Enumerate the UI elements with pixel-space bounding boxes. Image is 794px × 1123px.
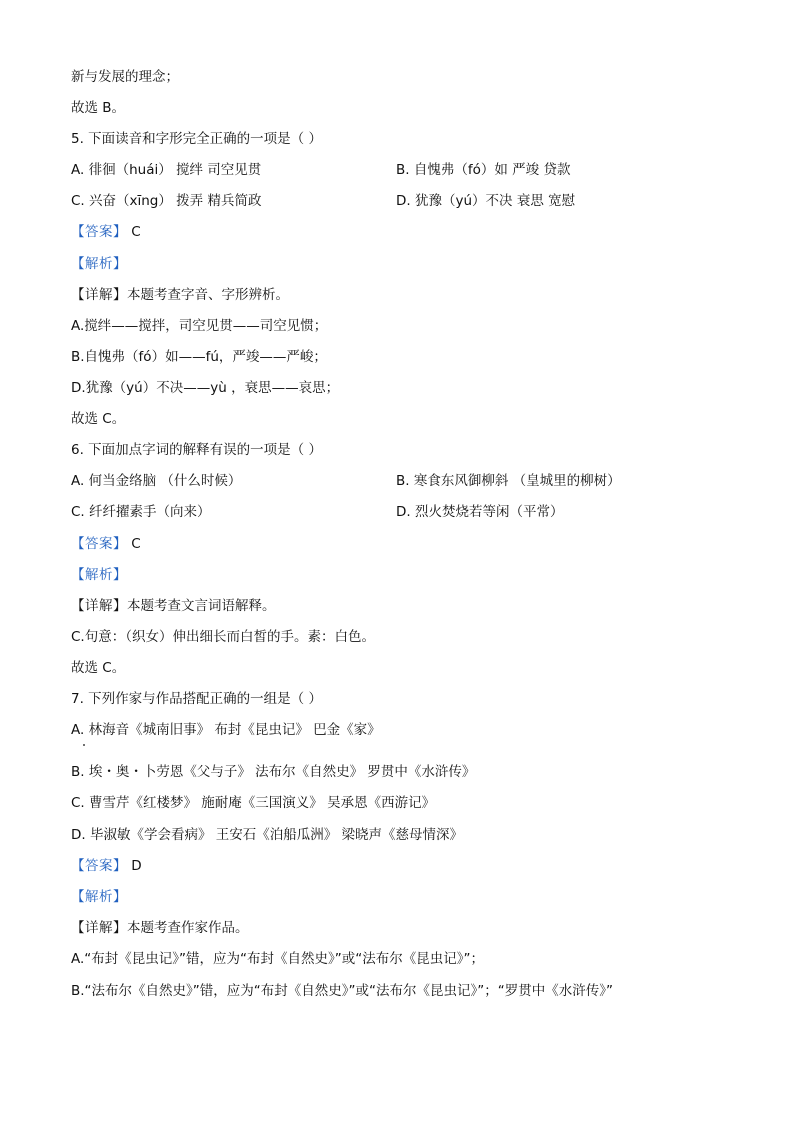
detail-text: 本题考查字音、字形辨析。 [127, 287, 289, 303]
answer-value: D [131, 858, 142, 874]
detail-tag: 【详解】 [71, 598, 127, 614]
detail-tag: 【详解】 [71, 287, 127, 303]
explanation-line: D.犹豫（yú）不决——yù ，衰思——哀思； [71, 380, 340, 396]
answer-tag: 【答案】 [71, 536, 127, 552]
option-a: A. 何当金络脑 （什么时候） [71, 473, 242, 489]
answer-tag: 【答案】 [71, 224, 127, 240]
option-b: B. 埃・奥・卜劳恩《父与子》 法布尔《自然史》 罗贯中《水浒传》 [71, 764, 476, 780]
analysis-tag: 【解析】 [71, 889, 127, 905]
conclusion-line: 故选 B。 [71, 100, 126, 116]
detail-text: 本题考查文言词语解释。 [127, 598, 276, 614]
analysis-tag: 【解析】 [71, 567, 127, 583]
explanation-line: A.搅绊——搅拌，司空见贯——司空见惯； [71, 318, 328, 334]
answer-line [71, 857, 142, 875]
option-d: D. 烈火焚烧若等闲（平常） [396, 504, 564, 520]
answer-line [71, 223, 141, 241]
explanation-line: A.“布封《昆虫记》”错，应为“布封《自然史》”或“法布尔《昆虫记》”； [71, 951, 485, 967]
option-d: D. 毕淑敏《学会看病》 王安石《泊船瓜洲》 梁晓声《慈母情深》 [71, 827, 464, 843]
question-stem: 6. 下面加点字词的解释有误的一项是（ ） [71, 442, 322, 458]
option-c: C. 纤纤擢素手（向来） [71, 504, 211, 520]
explanation-line: B.“法布尔《自然史》”错，应为“布封《自然史》”或“法布尔《昆虫记》”；“罗贯中《水浒传》” [71, 983, 614, 999]
conclusion-line: 故选 C。 [71, 411, 126, 427]
detail-line [71, 286, 289, 304]
option-c: C. 兴奋（xīng） 拨弄 精兵简政 [71, 193, 262, 209]
detail-tag: 【详解】 [71, 920, 127, 936]
option-b: B. 寒食东风御柳斜 （皇城里的柳树） [396, 473, 621, 489]
answer-value: C [131, 224, 141, 240]
option-d: D. 犹豫（yú）不决 衰思 宽慰 [396, 193, 576, 209]
stray-mark [83, 744, 85, 746]
detail-line [71, 919, 249, 937]
answer-tag: 【答案】 [71, 858, 127, 874]
explanation-line: B.自愧弗（fó）如——fú，严竣——严峻； [71, 349, 327, 365]
detail-text: 本题考查作家作品。 [127, 920, 249, 936]
detail-line [71, 597, 276, 615]
analysis-tag: 【解析】 [71, 256, 127, 272]
text-line: 新与发展的理念； [71, 69, 179, 85]
answer-value: C [131, 536, 141, 552]
conclusion-line: 故选 C。 [71, 660, 126, 676]
answer-line [71, 535, 141, 553]
question-stem: 5. 下面读音和字形完全正确的一项是（ ） [71, 131, 322, 147]
explanation-line: C.句意：（织女）伸出细长而白皙的手。素：白色。 [71, 629, 375, 645]
question-stem: 7. 下列作家与作品搭配正确的一组是（ ） [71, 691, 322, 707]
option-a: A. 徘徊（huái） 搅绊 司空见贯 [71, 162, 262, 178]
option-b: B. 自愧弗（fó）如 严竣 贷款 [396, 162, 571, 178]
option-a: A. 林海音《城南旧事》 布封《昆虫记》 巴金《家》 [71, 722, 381, 738]
option-c: C. 曹雪芹《红楼梦》 施耐庵《三国演义》 吴承恩《西游记》 [71, 795, 436, 811]
